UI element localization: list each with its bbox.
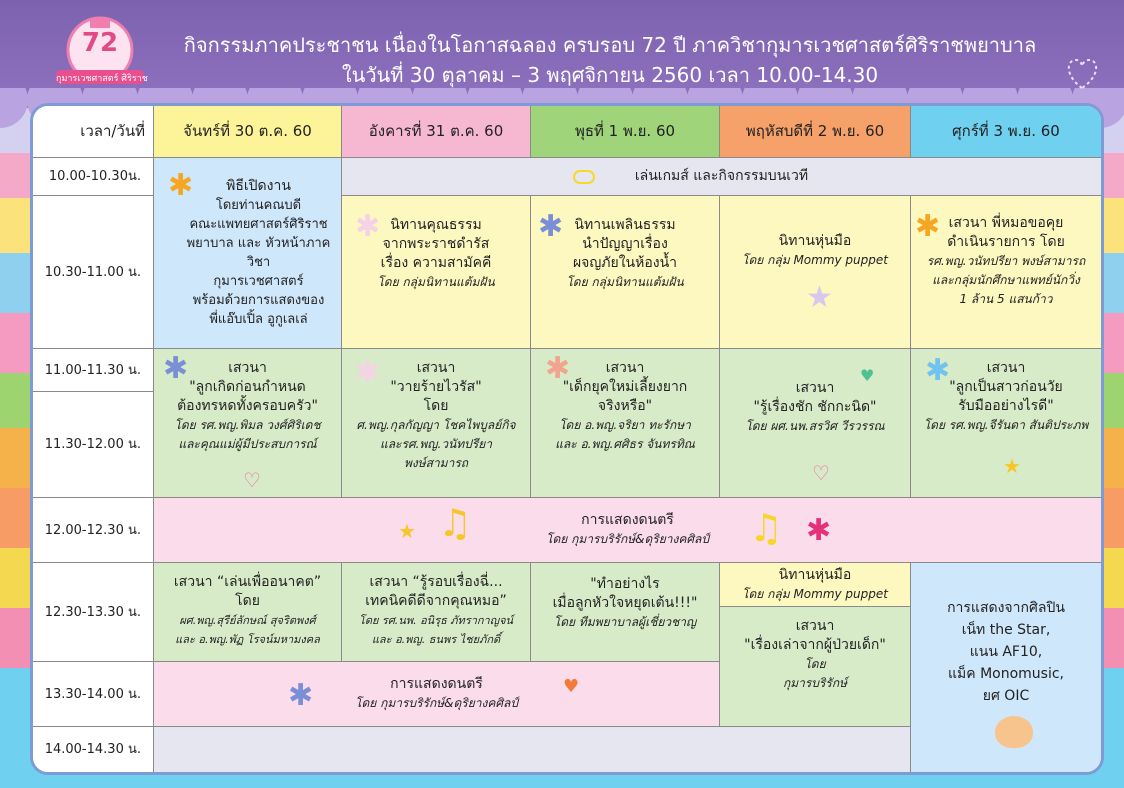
talk-line: กุมารบริรักษ์ <box>782 676 848 690</box>
thursday-story <box>720 196 911 349</box>
talk-line: โดย <box>804 657 826 671</box>
time-slot: 14.00-14.30 น. <box>33 727 154 772</box>
music-by: โดย กุมารบริรักษ์&ดุริยางคศิลป์ <box>546 532 709 546</box>
talk-line: ศ.พญ.กุลกัญญา โชคไพบูลย์กิจ <box>356 418 516 432</box>
music-note-icon: ♫ <box>438 501 473 545</box>
opening-line: พยาบาล และ หัวหน้าภาควิชา <box>186 236 331 270</box>
story-line: นิทานหุ่นมือ <box>778 233 852 249</box>
talk-line: เสวนา <box>228 360 267 376</box>
show-line: แนน AF10, <box>969 644 1043 660</box>
talk-line: "ลูกเป็นสาวก่อนวัย <box>949 379 1063 395</box>
opening-line: พี่แอ๊บเปิ้ล อูกูเลเล่ <box>209 312 308 327</box>
time-slot: 10.00-10.30น. <box>33 158 154 196</box>
talk-line: "รู้เรื่องชัก ชักกะนิด" <box>753 399 877 415</box>
asterisk-icon: ✱ <box>288 678 314 713</box>
story-by: โดย กลุ่มนิทานแต้มฝัน <box>377 275 495 289</box>
show-line: เน็ท the Star, <box>961 622 1051 638</box>
talk-line: เสวนา <box>795 380 835 396</box>
talk-line: พงษ์สามารถ <box>403 456 469 470</box>
opening-line: คณะแพทยศาสตร์ศิริราช <box>189 217 328 232</box>
tuesday-talk-3 <box>342 563 531 662</box>
talk-line: เสวนา <box>605 360 645 376</box>
asterisk-icon: ✱ <box>545 351 571 386</box>
opening-line: กุมารเวชศาสตร์ <box>213 274 304 289</box>
talk-line: เมื่อลูกหัวใจหยุดเต้น!!!" <box>552 595 698 611</box>
talk-line: และ อ.พญ.พัฏ โรจน์มหามงคล <box>175 633 320 646</box>
time-slot: 11.30-12.00 น. <box>33 392 154 498</box>
talk-line: โดย ผศ.นพ.สรวิศ วีรวรรณ <box>745 419 885 433</box>
story-line: จากพระราชดำรัส <box>382 236 490 252</box>
music-by: โดย กุมารบริรักษ์&ดุริยางคศิลป์ <box>355 696 518 710</box>
talk-line: เสวนา <box>795 618 835 634</box>
talk-line: โดย <box>423 398 449 414</box>
opening-line: พิธีเปิดงาน <box>226 178 291 194</box>
logo-72-years <box>50 12 150 90</box>
wednesday-talk-3 <box>531 563 720 662</box>
header-tuesday: อังคารที่ 31 ต.ค. 60 <box>342 106 531 158</box>
header-friday: ศุกร์ที่ 3 พ.ย. 60 <box>911 106 1101 158</box>
talk-line: "วายร้ายไวรัส" <box>390 379 482 395</box>
opening-line: โดยท่านคณบดี <box>215 198 302 213</box>
thursday-talk-3 <box>720 607 911 727</box>
story-line: นิทานเพลินธรรม <box>574 217 676 233</box>
talk-line: รศ.พญ.วนัทปรียา พงษ์สามารถ <box>926 254 1086 268</box>
time-slot: 12.00-12.30 น. <box>33 498 154 563</box>
asterisk-icon: ✱ <box>163 351 189 386</box>
header-monday: จันทร์ที่ 30 ต.ค. 60 <box>154 106 342 158</box>
talk-line: ผศ.พญ.สุรีย์ลักษณ์ สุจริตพงศ์ <box>179 614 316 627</box>
header-time-day: เวลา/วันที่ <box>33 106 154 158</box>
talk-line: เสวนา <box>416 360 456 376</box>
asterisk-icon: ✱ <box>355 209 381 244</box>
title-line-1: กิจกรรมภาคประชาชน เนื่องในโอกาสฉลอง ครบรอบ 72 ปี ภาควิชากุมารเวชศาสตร์ศิริราชพยาบาล <box>183 33 1037 57</box>
talk-line: "ลูกเกิดก่อนกำหนด <box>189 379 306 395</box>
header-wednesday: พุธที่ 1 พ.ย. 60 <box>531 106 720 158</box>
talk-line: และ อ.พญ. ธนพร ไชยภักดิ์ <box>371 633 501 646</box>
story-line: นิทานคุณธรรม <box>390 217 482 233</box>
time-slot: 10.30-11.00 น. <box>33 196 154 349</box>
title-line-2: ในวันที่ 30 ตุลาคม – 3 พฤศจิกายน 2560 เวลา 10.00-14.30 <box>341 63 879 87</box>
talk-line: โดย รศ.นพ. อนิรุธ ภัทรากาญจน์ <box>358 614 514 627</box>
asterisk-icon: ✱ <box>168 168 194 203</box>
schedule-table <box>30 103 1104 775</box>
time-slot: 13.30-14.00 น. <box>33 662 154 727</box>
talk-line: เทคนิคดีดีจากคุณหมอ” <box>365 593 507 609</box>
story-by: โดย กลุ่ม Mommy puppet <box>742 586 888 601</box>
talk-line: รับมืออย่างไรดี" <box>958 398 1054 414</box>
talk-line: 1 ล้าน 5 แสนก้าว <box>959 292 1053 306</box>
music-performance-1 <box>154 498 1101 563</box>
talk-line: โดย รศ.พญ.พิมล วงศ์ศิริเดช <box>174 418 321 432</box>
talk-line: "เด็กยุคใหม่เลี้ยงยาก <box>562 379 688 395</box>
music-note-icon: ♫ <box>749 506 784 550</box>
asterisk-icon: ✱ <box>538 209 564 244</box>
talk-line: โดย อ.พญ.จริยา ทะรักษา <box>559 418 691 432</box>
talk-line: โดย ทีมพยาบาลผู้เชี่ยวชาญ <box>553 615 697 629</box>
talk-line: และรศ.พญ.วนัทปรียา <box>379 437 493 451</box>
heart-icon: ♡ <box>243 468 261 492</box>
talk-line: และกลุ่มนักศึกษาแพทย์นักวิ่ง <box>932 273 1080 287</box>
games-label: เล่นเกมส์ และกิจกรรมบนเวที <box>634 168 809 184</box>
talk-line: จริงหรือ" <box>597 398 653 414</box>
talk-line: และ อ.พญ.ศศิธร จันทรทิณ <box>555 437 695 451</box>
header-thursday: พฤหัสบดีที่ 2 พ.ย. 60 <box>720 106 911 158</box>
cloud-icon <box>573 170 595 184</box>
story-line: นิทานหุ่นมือ <box>778 566 852 583</box>
monday-talk-3 <box>154 563 342 662</box>
heart-icon: ♥ <box>860 366 875 385</box>
empty-slot <box>154 727 911 772</box>
page-title <box>150 30 1070 90</box>
talk-line: "ทำอย่างไร <box>590 576 660 592</box>
talk-line: ดำเนินรายการ โดย <box>947 234 1065 250</box>
heart-icon: ♥ <box>563 676 580 697</box>
story-line: ผจญภัยในห้องน้ำ <box>572 255 678 271</box>
logo-number: 72 <box>81 28 119 58</box>
star-icon: ★ <box>1003 454 1021 478</box>
talk-line: เสวนา “เล่นเพื่ออนาคต” <box>173 574 322 590</box>
opening-line: พร้อมด้วยการแสดงของ <box>192 293 325 308</box>
show-line: แม็ค Monomusic, <box>948 666 1064 682</box>
talk-line: และคุณแม่ผู้มีประสบการณ์ <box>178 437 317 451</box>
time-slot: 11.00-11.30 น. <box>33 349 154 392</box>
time-slot: 12.30-13.30 น. <box>33 563 154 662</box>
story-by: โดย กลุ่มนิทานแต้มฝัน <box>566 275 684 289</box>
music-performance-2 <box>154 662 720 727</box>
thursday-story-2 <box>720 563 911 607</box>
asterisk-icon: ✱ <box>355 355 381 390</box>
star-icon: ★ <box>806 280 833 315</box>
asterisk-icon: ✱ <box>925 353 951 388</box>
talk-line: เสวนา พี่หมอขอคุย <box>948 215 1064 231</box>
heart-icon: ♡ <box>812 461 830 485</box>
talk-line: "เรื่องเล่าจากผู้ป่วยเด็ก" <box>744 637 886 653</box>
asterisk-icon: ✱ <box>806 513 832 548</box>
asterisk-icon: ✱ <box>915 209 941 244</box>
talk-line: โดย <box>235 593 260 609</box>
talk-line: เสวนา <box>986 360 1026 376</box>
music-label: การแสดงดนตรี <box>390 676 483 692</box>
games-activity <box>342 158 1101 196</box>
story-line: เรื่อง ความสามัคคี <box>380 255 492 271</box>
story-by: โดย กลุ่ม Mommy puppet <box>742 253 888 267</box>
talk-line: โดย รศ.พญ.จีรันดา สันติประภพ <box>923 418 1089 432</box>
talk-line: ต้องทรหดทั้งครอบครัว" <box>177 398 318 414</box>
story-line: นำปัญญาเรื่อง <box>582 236 668 252</box>
show-line: ยศ OIC <box>982 688 1030 704</box>
heart-doodle-icon <box>1060 50 1105 95</box>
talk-line: เสวนา “รู้รอบเรื่องฉี่... <box>369 574 503 590</box>
star-icon: ★ <box>398 519 416 543</box>
logo-subtext: กุมารเวชศาสตร์ ศิริราช <box>56 74 148 84</box>
music-label: การแสดงดนตรี <box>581 512 674 528</box>
cat-icon <box>995 716 1033 748</box>
show-line: การแสดงจากศิลปิน <box>947 600 1065 616</box>
